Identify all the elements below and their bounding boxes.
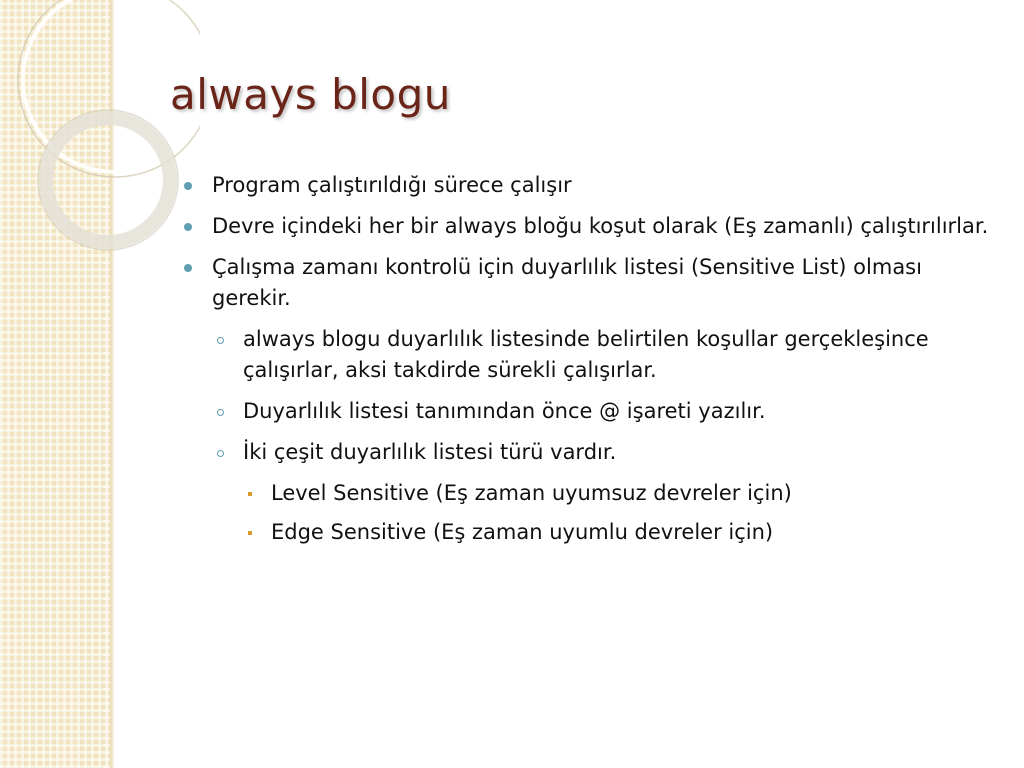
bullet-ring-icon (217, 450, 224, 457)
bullet-item (180, 211, 1000, 242)
bullet-item (180, 170, 1000, 201)
bullet-text: Edge Sensitive (Eş zaman uyumlu devreler için) (271, 520, 774, 544)
bullet-text: Level Sensitive (Eş zaman uyumsuz devreler için) (271, 481, 792, 505)
slide-title: always blogu (170, 70, 451, 119)
bullet-square-icon (248, 531, 252, 535)
bullet-ring-icon (217, 337, 224, 344)
bullet-text: Program çalıştırıldığı sürece çalışır (212, 173, 572, 197)
bullet-dot-icon (184, 264, 192, 272)
sub-sub-bullet-item (180, 478, 1000, 509)
sub-bullet-item (180, 324, 1000, 386)
bullet-text: always blogu duyarlılık listesinde belirtilen koşullar gerçekleşince çalışırlar, aksi takdirde sürekli çalışırlar. (243, 327, 929, 382)
bullet-text: Çalışma zamanı kontrolü için duyarlılık listesi (Sensitive List) olması gerekir. (212, 255, 922, 310)
bullet-dot-icon (184, 182, 192, 190)
sub-bullet-item (180, 437, 1000, 468)
bullet-square-icon (248, 492, 252, 496)
bullet-item (180, 252, 1000, 314)
bullet-ring-icon (217, 409, 224, 416)
sub-sub-bullet-item (180, 517, 1000, 548)
bullet-dot-icon (184, 223, 192, 231)
decorative-rings-icon (0, 0, 200, 260)
bullet-list (180, 170, 1000, 556)
bullet-text: Devre içindeki her bir always bloğu koşut olarak (Eş zamanlı) çalıştırılırlar. (212, 214, 989, 238)
bullet-text: İki çeşit duyarlılık listesi türü vardır. (243, 440, 617, 464)
bullet-text: Duyarlılık listesi tanımından önce @ işareti yazılır. (243, 399, 766, 423)
sub-bullet-item (180, 396, 1000, 427)
